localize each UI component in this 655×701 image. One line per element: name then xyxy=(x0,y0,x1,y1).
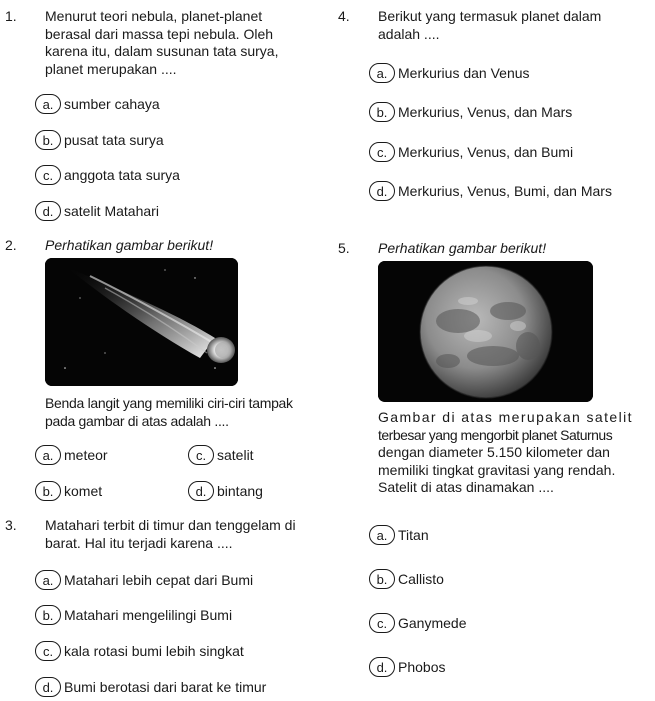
option-text: bintang xyxy=(217,483,263,499)
option-text: Bumi berotasi dari barat ke timur xyxy=(64,679,267,695)
option-text: pusat tata surya xyxy=(64,132,164,148)
option-letter-badge: c. xyxy=(369,613,395,633)
option-text: Merkurius, Venus, dan Bumi xyxy=(398,144,574,160)
q1-line: berasal dari massa tepi nebula. Oleh xyxy=(45,25,274,42)
option-letter-badge: a. xyxy=(369,525,395,545)
q1-option-c[interactable] xyxy=(35,165,180,185)
option-letter-badge: a. xyxy=(35,94,61,114)
moon-icon xyxy=(378,261,593,402)
q5-option-c[interactable] xyxy=(369,613,466,633)
option-text: Matahari mengelilingi Bumi xyxy=(64,607,233,623)
option-letter-badge: a. xyxy=(369,63,395,83)
option-letter-badge: d. xyxy=(35,677,61,697)
option-text: satelit Matahari xyxy=(64,203,159,219)
q5-option-b[interactable] xyxy=(369,569,444,589)
q5-question xyxy=(378,409,650,497)
q1-number: 1. xyxy=(5,8,17,24)
q5-line: memiliki tingkat gravitasi yang rendah. xyxy=(378,461,616,478)
option-letter-badge: d. xyxy=(188,481,214,501)
q3-option-d[interactable] xyxy=(35,677,266,697)
option-text: Callisto xyxy=(398,571,444,587)
q2-line: Benda langit yang memiliki ciri-ciri tampak xyxy=(45,395,293,411)
q4-option-b[interactable] xyxy=(369,102,572,122)
q4-option-a[interactable] xyxy=(369,63,530,83)
q3-line: barat. Hal itu terjadi karena .... xyxy=(45,534,233,551)
option-text: komet xyxy=(64,483,103,499)
q5-number: 5. xyxy=(338,240,350,256)
option-text: satelit xyxy=(217,447,254,463)
option-text: anggota tata surya xyxy=(64,167,180,183)
option-text: Merkurius, Venus, Bumi, dan Mars xyxy=(398,183,612,199)
q5-line: Gambar di atas merupakan satelit xyxy=(378,409,633,425)
option-letter-badge: a. xyxy=(35,445,61,465)
option-letter-badge: b. xyxy=(35,605,61,625)
option-letter-badge: b. xyxy=(35,481,61,501)
moon-titan-photo xyxy=(378,261,593,402)
q1-option-d[interactable] xyxy=(35,201,159,221)
q4-line: Berikut yang termasuk planet dalam xyxy=(378,8,602,24)
q1-option-b[interactable] xyxy=(35,130,164,150)
option-text: meteor xyxy=(64,447,108,463)
q5-line: Satelit di atas dinamakan .... xyxy=(378,479,554,495)
q3-option-c[interactable] xyxy=(35,641,244,661)
option-letter-badge: d. xyxy=(369,657,395,677)
option-letter-badge: d. xyxy=(35,201,61,221)
q4-line: adalah .... xyxy=(378,25,440,42)
option-text: Phobos xyxy=(398,659,446,675)
q5-line: terbesar yang mengorbit planet Saturnus xyxy=(378,426,613,443)
option-text: Matahari lebih cepat dari Bumi xyxy=(64,572,254,588)
option-letter-badge: c. xyxy=(369,142,395,162)
option-text: Merkurius, Venus, dan Mars xyxy=(398,104,573,120)
q1-line: karena itu, dalam susunan tata surya, xyxy=(45,43,279,59)
q5-instruction: Perhatikan gambar berikut! xyxy=(378,240,547,256)
q5-option-d[interactable] xyxy=(369,657,445,677)
q2-number: 2. xyxy=(5,237,17,253)
option-letter-badge: b. xyxy=(369,102,395,122)
option-text: Titan xyxy=(398,527,429,543)
q4-question xyxy=(378,8,650,43)
q4-option-c[interactable] xyxy=(369,142,573,162)
q1-line: planet merupakan .... xyxy=(45,60,177,77)
option-letter-badge: a. xyxy=(35,570,61,590)
q4-number: 4. xyxy=(338,8,350,24)
q2-question xyxy=(45,395,320,430)
option-text: sumber cahaya xyxy=(64,96,160,112)
q3-option-a[interactable] xyxy=(35,570,253,590)
q4-option-d[interactable] xyxy=(369,181,612,201)
q1-question xyxy=(45,8,315,78)
comet-icon xyxy=(45,258,238,386)
option-letter-badge: d. xyxy=(369,181,395,201)
option-letter-badge: b. xyxy=(369,569,395,589)
option-text: Merkurius dan Venus xyxy=(398,65,530,81)
option-text: kala rotasi bumi lebih singkat xyxy=(64,643,244,659)
q3-option-b[interactable] xyxy=(35,605,232,625)
q1-option-a[interactable] xyxy=(35,94,160,114)
q2-instruction: Perhatikan gambar berikut! xyxy=(45,237,214,253)
option-letter-badge: c. xyxy=(35,165,61,185)
q3-line: Matahari terbit di timur dan tenggelam di xyxy=(45,517,296,533)
option-letter-badge: c. xyxy=(188,445,214,465)
comet-photo xyxy=(45,258,238,386)
q2-option-a[interactable] xyxy=(35,445,108,465)
q5-option-a[interactable] xyxy=(369,525,429,545)
option-letter-badge: b. xyxy=(35,130,61,150)
q2-line: pada gambar di atas adalah .... xyxy=(45,412,229,429)
q2-option-b[interactable] xyxy=(35,481,102,501)
option-letter-badge: c. xyxy=(35,641,61,661)
option-text: Ganymede xyxy=(398,615,467,631)
q1-line: Menurut teori nebula, planet-planet xyxy=(45,8,263,24)
q2-option-d[interactable] xyxy=(188,481,263,501)
q3-number: 3. xyxy=(5,517,17,533)
q3-question xyxy=(45,517,320,552)
q2-option-c[interactable] xyxy=(188,445,254,465)
q5-line: dengan diameter 5.150 kilometer dan xyxy=(378,444,610,460)
